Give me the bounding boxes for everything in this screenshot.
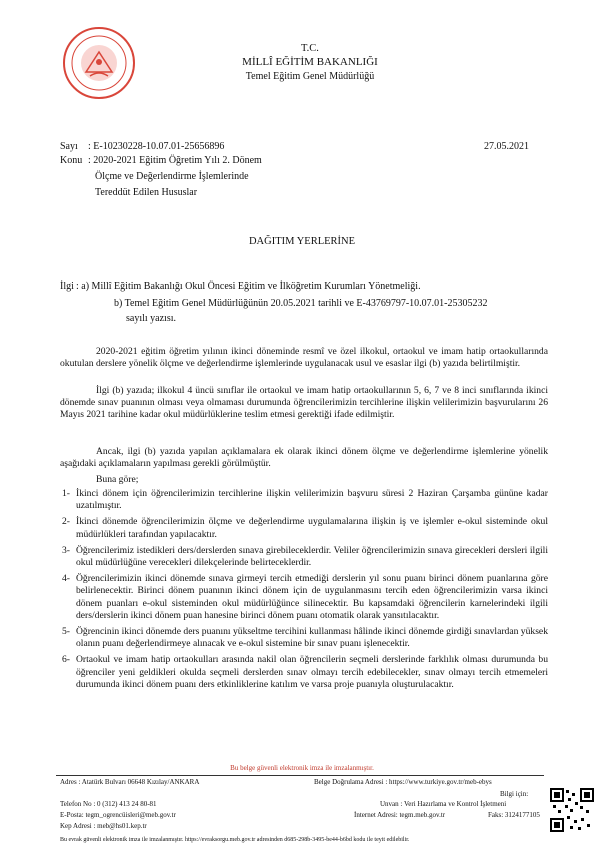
list-item: 6- Ortaokul ve imam hatip ortaokulları arasında nakil olan öğrencilerin seçmeli derslerinde farklılık olması durumunda bu öğrenciler yeni geldikleri okulda seçmeli derslerden sınav olmayı tercih edebilecekler, sınav olmayı tercih etmemeleri durumunda ikinci dönem puanı ders etkinliklerine katılım ve varsa proje puanıyla oluşturulacaktır. — [62, 654, 548, 690]
instruction-list — [62, 488, 548, 691]
header-line-tc: T.C. — [301, 43, 319, 54]
footer-internet: İnternet Adresi: tegm.meb.gov.tr — [354, 811, 446, 819]
footer-divider — [56, 775, 544, 776]
ilgi-a: : a) Millî Eğitim Bakanlığı Okul Öncesi Eğitim ve İlköğretim Kurumları Yönetmeliği. — [76, 281, 421, 292]
sayi-value: : E-10230228-10.07.01-25656896 — [88, 141, 225, 152]
ilgi-label: İlgi — [60, 281, 74, 292]
footer-phone: Telefon No : 0 (312) 413 24 80-81 — [60, 800, 157, 808]
list-item: 1- İkinci dönem için öğrencilerimizin tercihlerine ilişkin velilerimizin başvuru süresi 2 Haziran Çarşamba gününe kadar uzatılmıştır. — [62, 488, 548, 512]
list-item: 2- İkinci dönemde öğrencilerimizin ölçme ve değerlendirme uygulamalarına ilişkin iş ve işlemler e-okul sisteminde okul müdürlükleri tarafından yapılacaktır. — [62, 516, 548, 540]
konu-line-3: Tereddüt Edilen Hususlar — [95, 187, 198, 198]
list-item: 5- Öğrencinin ikinci dönemde ders puanını yükseltme tercihini kullanması hâlinde ikinci dönemde girdiği sınavlardan yüksek olanın puanı değerlendirmeye alınacak ve e-okul sistemine bir sınav puanı işlenecektir. — [62, 626, 548, 650]
sayi-label: Sayı — [60, 141, 78, 152]
document-date: 27.05.2021 — [484, 141, 529, 152]
qr-code — [550, 788, 594, 832]
header-directorate: Temel Eğitim Genel Müdürlüğü — [245, 71, 375, 82]
footer-verify: Belge Doğrulama Adresi : https://www.turkiye.gov.tr/meb-ebys — [314, 778, 492, 786]
footer-email: E-Posta: tegm_ogrencüisleri@meb.gov.tr — [60, 811, 176, 819]
konu-line-2: Ölçme ve Değerlendirme İşlemlerinde — [95, 171, 249, 182]
recipient: DAĞITIM YERLERİNE — [248, 236, 356, 247]
paragraph-1: 2020-2021 eğitim öğretim yılının ikinci döneminde resmî ve özel ilkokul, ortaokul ve imam hatip ortaokullarında okutulan derslere yönelik ölçme ve değerlendirme işlemlerinde uygulanacak usul ve esaslar ilgi (b) yazıda belirtilmiştir. — [60, 346, 548, 370]
footer-role: Unvan : Veri Hazırlama ve Kontrol İşletmeni — [380, 800, 507, 808]
header-ministry: MİLLÎ EĞİTİM BAKANLIĞI — [242, 56, 378, 68]
list-item: 4- Öğrencilerimizin ikinci dönemde sınava girmeyi tercih etmediği derslerin yıl sonu puanı birinci dönem puanlarına göre belirlenecektir. Birinci dönem puanının ikinci dönem için de uygulanmasını tercih eden öğrencilerimizin varsa ikinci dönem puanları e-okul sisteminden okul müdürlüğünce silinecektir. Bu kapsamdaki öğrencilerin karnelerindeki ilgili ders/derslerin ikinci dönem puan hanesine birinci dönem puanı otomatik olarak yansıtılacaktır. — [62, 573, 548, 621]
footer-fax: Faks: 3124177105 — [488, 811, 540, 819]
konu-line-1: : 2020-2021 Eğitim Öğretim Yılı 2. Dönem — [88, 155, 262, 166]
ministry-logo — [62, 26, 136, 100]
konu-label: Konu — [60, 155, 83, 166]
footer-info-label: Bilgi için: — [500, 790, 529, 798]
footer-kep: Kep Adresi : meb@hs01.kep.tr — [60, 822, 147, 830]
footer-bottom-note: Bu evrak güvenli elektronik imza ile imzalanmıştır. https://evraksorgu.meb.gov.tr adresinden d685-298b-3495-be44-b6bd kodu ile teyit edilebilir. — [60, 837, 410, 843]
signature-notice: Bu belge güvenli elektronik imza ile imzalanmıştır. — [230, 764, 374, 772]
paragraph-3: Ancak, ilgi (b) yazıda yapılan açıklamalara ek olarak ikinci dönem ölçme ve değerlendirme işlemlerine yönelik aşağıdaki açıklamaların yapılması gerekli görülmüştür. — [60, 446, 548, 470]
ilgi-b-line-2: sayılı yazısı. — [126, 313, 176, 324]
paragraph-2: İlgi (b) yazıda; ilkokul 4 üncü sınıflar ile ortaokul ve imam hatip ortaokullarının 5, 6, 7 ve 8 inci sınıflarında ikinci dönemde sınav puanının olması veya olmaması durumunda öğrencilerimizin tercihlerine ilişkin velilerimizin başvurularını 26 Mayıs 2021 tarihine kadar okul müdürlüklerine teslim etmesi gerektiği ifade edilmiştir. — [60, 385, 548, 421]
footer-address: Adres : Atatürk Bulvarı 06648 Kızılay/ANKARA — [60, 778, 200, 786]
ilgi-b-line-1: b) Temel Eğitim Genel Müdürlüğünün 20.05.2021 tarihli ve E-43769797-10.07.01-25305232 — [114, 298, 488, 309]
paragraph-4: Buna göre; — [96, 474, 139, 485]
list-item: 3- Öğrencilerimiz istedikleri ders/derslerden sınava girebileceklerdir. Veliler öğrencilerimizin sınava girecekleri dersleri ilgili okul müdürlüğüne verecekleri dilekçelerinde belirteceklerdir. — [62, 544, 548, 569]
